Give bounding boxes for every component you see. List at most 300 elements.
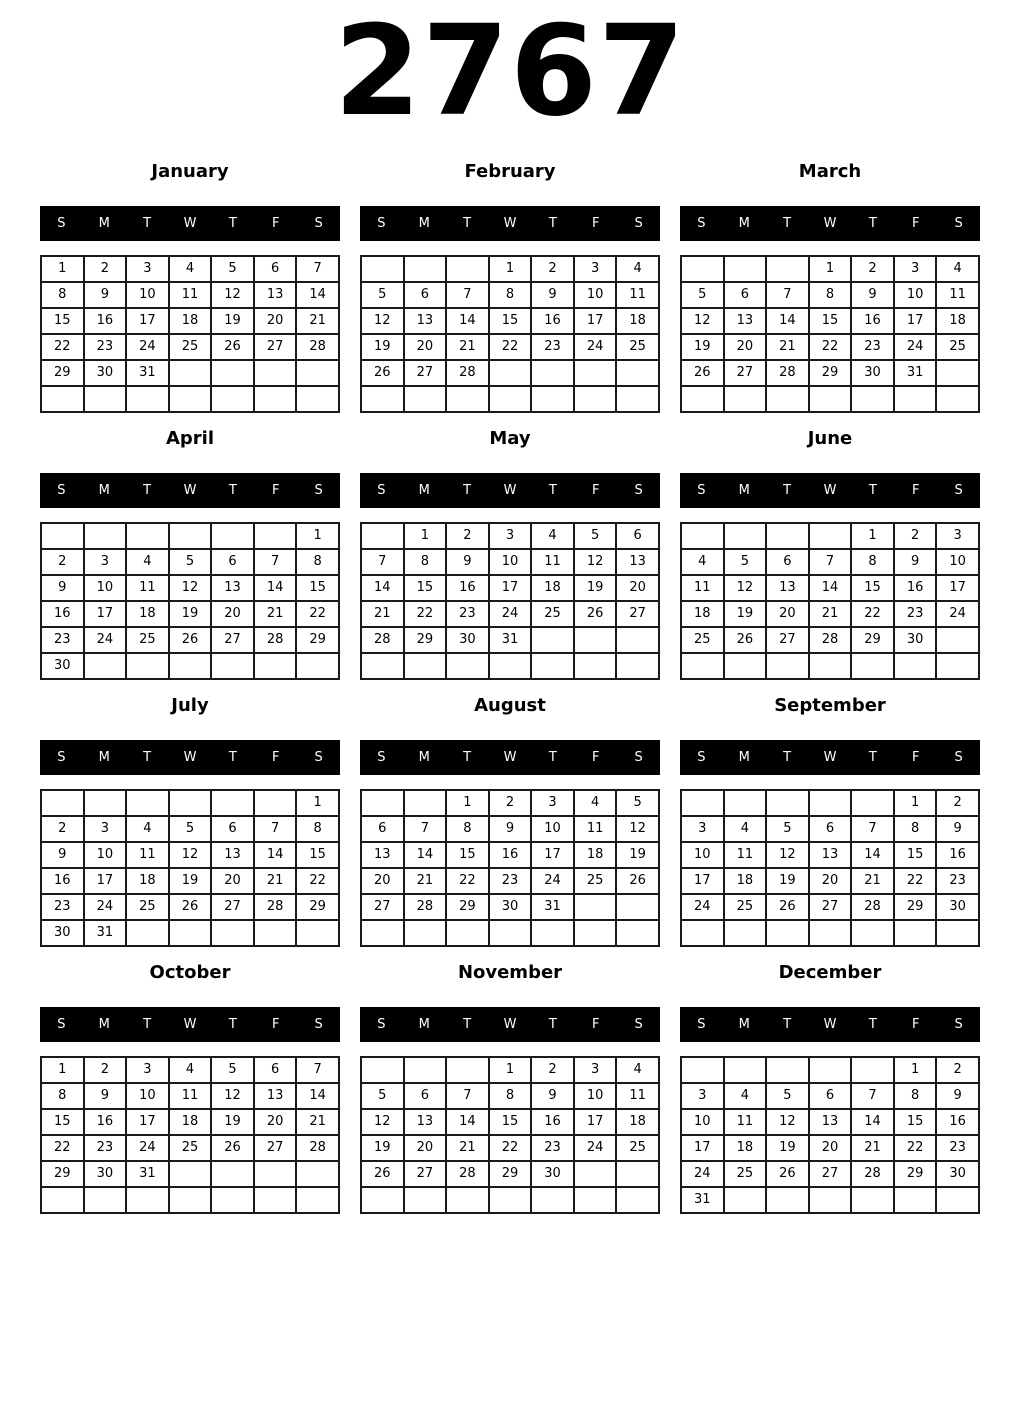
day-cell: 29 <box>851 627 894 653</box>
day-cell: 15 <box>851 575 894 601</box>
week-row <box>681 282 979 308</box>
week-row <box>681 790 979 816</box>
day-cell: 24 <box>84 894 127 920</box>
month-block <box>360 695 660 947</box>
day-cell: 25 <box>126 894 169 920</box>
day-cell: 26 <box>169 627 212 653</box>
empty-day-cell <box>809 653 852 679</box>
week-row <box>361 653 659 679</box>
day-cell: 8 <box>894 1083 937 1109</box>
weekday-label: W <box>503 215 517 231</box>
day-cell: 22 <box>851 601 894 627</box>
day-cell: 15 <box>41 308 84 334</box>
empty-day-cell <box>809 1057 852 1083</box>
weekday-header-bar <box>360 1007 660 1042</box>
day-cell: 23 <box>894 601 937 627</box>
day-cell: 14 <box>361 575 404 601</box>
week-row <box>361 308 659 334</box>
weekday-label: S <box>954 215 963 231</box>
day-cell: 13 <box>404 308 447 334</box>
day-cell: 26 <box>211 1135 254 1161</box>
empty-day-cell <box>41 790 84 816</box>
day-cell: 8 <box>296 816 339 842</box>
week-row <box>681 256 979 282</box>
day-cell: 1 <box>851 523 894 549</box>
week-row <box>41 1161 339 1187</box>
day-cell: 25 <box>681 627 724 653</box>
day-cell: 11 <box>169 1083 212 1109</box>
day-cell: 3 <box>126 256 169 282</box>
day-cell: 29 <box>446 894 489 920</box>
day-cell: 26 <box>724 627 767 653</box>
day-cell: 18 <box>616 308 659 334</box>
weekday-label: S <box>634 1016 643 1032</box>
week-row <box>681 1083 979 1109</box>
weekday-label: M <box>738 1016 750 1032</box>
weekday-header-bar <box>40 1007 340 1042</box>
weekday-label: W <box>183 215 197 231</box>
day-cell: 14 <box>296 282 339 308</box>
month-table <box>360 789 660 947</box>
weekday-label: F <box>271 1016 280 1032</box>
day-cell: 11 <box>126 575 169 601</box>
day-cell: 19 <box>681 334 724 360</box>
weekday-header-bar <box>40 473 340 508</box>
month-title: March <box>798 160 862 182</box>
weekday-label: W <box>503 482 517 498</box>
empty-day-cell <box>254 1161 297 1187</box>
day-cell: 7 <box>851 816 894 842</box>
day-cell: 10 <box>574 282 617 308</box>
day-cell: 12 <box>766 1109 809 1135</box>
empty-day-cell <box>361 386 404 412</box>
month-title: September <box>774 694 886 716</box>
day-cell: 21 <box>296 1109 339 1135</box>
day-cell: 31 <box>126 1161 169 1187</box>
day-cell: 3 <box>84 816 127 842</box>
week-row <box>361 1057 659 1083</box>
day-cell: 16 <box>41 868 84 894</box>
day-cell: 14 <box>446 1109 489 1135</box>
week-row <box>361 1083 659 1109</box>
day-cell: 16 <box>41 601 84 627</box>
week-row <box>361 842 659 868</box>
empty-day-cell <box>574 360 617 386</box>
weekday-label: S <box>377 749 386 765</box>
weekday-label: S <box>377 482 386 498</box>
week-row <box>41 549 339 575</box>
weekday-label: T <box>463 482 472 498</box>
day-cell: 29 <box>41 1161 84 1187</box>
empty-day-cell <box>296 1161 339 1187</box>
week-row <box>41 308 339 334</box>
weekday-label: M <box>418 1016 430 1032</box>
empty-day-cell <box>531 1187 574 1213</box>
weekday-label: T <box>228 1016 237 1032</box>
day-cell: 23 <box>936 868 979 894</box>
day-cell: 2 <box>41 549 84 575</box>
day-cell: 21 <box>296 308 339 334</box>
day-cell: 8 <box>489 282 532 308</box>
day-cell: 3 <box>574 256 617 282</box>
empty-day-cell <box>851 653 894 679</box>
week-row <box>681 1161 979 1187</box>
month-block <box>40 962 340 1214</box>
week-row <box>41 523 339 549</box>
day-cell: 9 <box>84 1083 127 1109</box>
empty-day-cell <box>211 386 254 412</box>
month-table <box>360 255 660 413</box>
day-cell: 10 <box>84 575 127 601</box>
day-cell: 1 <box>489 1057 532 1083</box>
month-table <box>680 1056 980 1214</box>
day-cell: 16 <box>446 575 489 601</box>
month-block <box>360 161 660 413</box>
day-cell: 10 <box>894 282 937 308</box>
weekday-label: F <box>591 749 600 765</box>
day-cell: 8 <box>489 1083 532 1109</box>
day-cell: 19 <box>169 601 212 627</box>
empty-day-cell <box>681 653 724 679</box>
day-cell: 17 <box>574 1109 617 1135</box>
day-cell: 13 <box>254 1083 297 1109</box>
day-cell: 2 <box>531 256 574 282</box>
day-cell: 17 <box>681 868 724 894</box>
weekday-label: T <box>548 215 557 231</box>
week-row <box>41 1135 339 1161</box>
day-cell: 8 <box>809 282 852 308</box>
day-cell: 2 <box>84 1057 127 1083</box>
weekday-label: S <box>377 1016 386 1032</box>
day-cell: 10 <box>531 816 574 842</box>
day-cell: 10 <box>681 1109 724 1135</box>
day-cell: 21 <box>809 601 852 627</box>
day-cell: 9 <box>489 816 532 842</box>
empty-day-cell <box>84 523 127 549</box>
day-cell: 17 <box>126 1109 169 1135</box>
day-cell: 29 <box>296 627 339 653</box>
empty-day-cell <box>724 386 767 412</box>
day-cell: 23 <box>489 868 532 894</box>
month-block <box>680 695 980 947</box>
day-cell: 15 <box>489 1109 532 1135</box>
empty-day-cell <box>169 386 212 412</box>
month-title: February <box>464 160 556 182</box>
week-row <box>681 308 979 334</box>
day-cell: 7 <box>851 1083 894 1109</box>
day-cell: 21 <box>404 868 447 894</box>
day-cell: 20 <box>254 308 297 334</box>
month-table <box>40 789 340 947</box>
day-cell: 20 <box>361 868 404 894</box>
day-cell: 13 <box>361 842 404 868</box>
day-cell: 5 <box>766 1083 809 1109</box>
month-block <box>360 428 660 680</box>
week-row <box>41 1057 339 1083</box>
empty-day-cell <box>404 1187 447 1213</box>
month-table <box>40 255 340 413</box>
day-cell: 31 <box>894 360 937 386</box>
weekday-label: F <box>271 482 280 498</box>
day-cell: 9 <box>446 549 489 575</box>
empty-day-cell <box>489 920 532 946</box>
weekday-label: T <box>548 482 557 498</box>
day-cell: 10 <box>681 842 724 868</box>
empty-day-cell <box>361 1187 404 1213</box>
day-cell: 11 <box>126 842 169 868</box>
day-cell: 20 <box>809 868 852 894</box>
day-cell: 21 <box>361 601 404 627</box>
empty-day-cell <box>169 790 212 816</box>
day-cell: 28 <box>446 1161 489 1187</box>
empty-day-cell <box>681 256 724 282</box>
week-row <box>41 868 339 894</box>
day-cell: 20 <box>724 334 767 360</box>
months-grid <box>0 161 1020 1214</box>
day-cell: 30 <box>489 894 532 920</box>
day-cell: 25 <box>724 894 767 920</box>
day-cell: 18 <box>169 308 212 334</box>
day-cell: 5 <box>169 816 212 842</box>
weekday-label: S <box>314 1016 323 1032</box>
week-row <box>681 386 979 412</box>
empty-day-cell <box>404 920 447 946</box>
week-row <box>681 816 979 842</box>
weekday-header-bar <box>680 1007 980 1042</box>
empty-day-cell <box>489 1187 532 1213</box>
day-cell: 2 <box>446 523 489 549</box>
day-cell: 24 <box>531 868 574 894</box>
week-row <box>361 816 659 842</box>
day-cell: 4 <box>574 790 617 816</box>
weekday-label: S <box>314 749 323 765</box>
day-cell: 18 <box>724 868 767 894</box>
empty-day-cell <box>809 386 852 412</box>
day-cell: 15 <box>446 842 489 868</box>
day-cell: 13 <box>766 575 809 601</box>
day-cell: 18 <box>126 601 169 627</box>
empty-day-cell <box>489 386 532 412</box>
week-row <box>41 816 339 842</box>
empty-day-cell <box>616 1161 659 1187</box>
day-cell: 4 <box>681 549 724 575</box>
day-cell: 29 <box>404 627 447 653</box>
week-row <box>681 1135 979 1161</box>
day-cell: 21 <box>254 601 297 627</box>
day-cell: 5 <box>211 1057 254 1083</box>
empty-day-cell <box>809 790 852 816</box>
day-cell: 28 <box>404 894 447 920</box>
day-cell: 30 <box>936 894 979 920</box>
day-cell: 15 <box>296 575 339 601</box>
weekday-label: T <box>868 1016 877 1032</box>
day-cell: 20 <box>766 601 809 627</box>
weekday-label: S <box>57 1016 66 1032</box>
weekday-header-bar <box>680 740 980 775</box>
weekday-label: W <box>503 749 517 765</box>
day-cell: 15 <box>894 842 937 868</box>
weekday-label: M <box>418 482 430 498</box>
day-cell: 19 <box>724 601 767 627</box>
weekday-label: M <box>738 749 750 765</box>
day-cell: 12 <box>681 308 724 334</box>
weekday-label: S <box>697 749 706 765</box>
day-cell: 7 <box>296 256 339 282</box>
empty-day-cell <box>574 627 617 653</box>
weekday-label: S <box>697 1016 706 1032</box>
empty-day-cell <box>851 920 894 946</box>
day-cell: 12 <box>361 308 404 334</box>
week-row <box>681 575 979 601</box>
weekday-label: T <box>143 482 152 498</box>
day-cell: 11 <box>936 282 979 308</box>
day-cell: 15 <box>894 1109 937 1135</box>
day-cell: 18 <box>616 1109 659 1135</box>
day-cell: 31 <box>126 360 169 386</box>
empty-day-cell <box>169 360 212 386</box>
empty-day-cell <box>936 360 979 386</box>
day-cell: 6 <box>254 256 297 282</box>
month-table <box>40 522 340 680</box>
weekday-label: S <box>314 482 323 498</box>
day-cell: 6 <box>211 549 254 575</box>
day-cell: 2 <box>936 1057 979 1083</box>
day-cell: 4 <box>724 816 767 842</box>
day-cell: 21 <box>446 334 489 360</box>
day-cell: 24 <box>681 894 724 920</box>
weekday-label: T <box>868 749 877 765</box>
day-cell: 23 <box>531 1135 574 1161</box>
day-cell: 22 <box>41 334 84 360</box>
day-cell: 18 <box>724 1135 767 1161</box>
day-cell: 26 <box>766 1161 809 1187</box>
day-cell: 19 <box>211 308 254 334</box>
weekday-label: T <box>783 1016 792 1032</box>
week-row <box>361 627 659 653</box>
empty-day-cell <box>809 1187 852 1213</box>
day-cell: 23 <box>851 334 894 360</box>
empty-day-cell <box>809 920 852 946</box>
day-cell: 19 <box>361 334 404 360</box>
weekday-label: F <box>271 215 280 231</box>
day-cell: 23 <box>84 1135 127 1161</box>
weekday-label: S <box>954 1016 963 1032</box>
day-cell: 11 <box>169 282 212 308</box>
day-cell: 10 <box>126 1083 169 1109</box>
day-cell: 22 <box>41 1135 84 1161</box>
weekday-header-bar <box>40 740 340 775</box>
day-cell: 6 <box>616 523 659 549</box>
empty-day-cell <box>169 653 212 679</box>
weekday-label: T <box>783 749 792 765</box>
month-table <box>40 1056 340 1214</box>
empty-day-cell <box>404 1057 447 1083</box>
week-row <box>681 1109 979 1135</box>
day-cell: 13 <box>404 1109 447 1135</box>
week-row <box>41 1083 339 1109</box>
day-cell: 5 <box>361 282 404 308</box>
day-cell: 22 <box>296 601 339 627</box>
day-cell: 1 <box>296 523 339 549</box>
empty-day-cell <box>84 790 127 816</box>
empty-day-cell <box>446 256 489 282</box>
day-cell: 5 <box>169 549 212 575</box>
empty-day-cell <box>724 653 767 679</box>
day-cell: 15 <box>296 842 339 868</box>
day-cell: 30 <box>894 627 937 653</box>
empty-day-cell <box>936 653 979 679</box>
weekday-label: S <box>697 215 706 231</box>
empty-day-cell <box>616 653 659 679</box>
empty-day-cell <box>616 1187 659 1213</box>
day-cell: 2 <box>41 816 84 842</box>
day-cell: 2 <box>936 790 979 816</box>
day-cell: 10 <box>126 282 169 308</box>
day-cell: 24 <box>84 627 127 653</box>
empty-day-cell <box>724 1057 767 1083</box>
day-cell: 11 <box>531 549 574 575</box>
weekday-label: S <box>954 482 963 498</box>
weekday-label: F <box>911 1016 920 1032</box>
day-cell: 31 <box>681 1187 724 1213</box>
day-cell: 6 <box>766 549 809 575</box>
empty-day-cell <box>766 920 809 946</box>
day-cell: 13 <box>724 308 767 334</box>
day-cell: 6 <box>809 1083 852 1109</box>
day-cell: 6 <box>809 816 852 842</box>
day-cell: 12 <box>616 816 659 842</box>
day-cell: 23 <box>446 601 489 627</box>
day-cell: 4 <box>936 256 979 282</box>
empty-day-cell <box>211 360 254 386</box>
weekday-label: T <box>228 215 237 231</box>
day-cell: 7 <box>361 549 404 575</box>
day-cell: 24 <box>126 334 169 360</box>
empty-day-cell <box>894 1187 937 1213</box>
week-row <box>681 549 979 575</box>
weekday-label: M <box>98 1016 110 1032</box>
day-cell: 3 <box>894 256 937 282</box>
weekday-label: S <box>634 215 643 231</box>
empty-day-cell <box>254 386 297 412</box>
day-cell: 12 <box>211 282 254 308</box>
day-cell: 24 <box>126 1135 169 1161</box>
empty-day-cell <box>851 790 894 816</box>
month-table <box>360 1056 660 1214</box>
day-cell: 23 <box>936 1135 979 1161</box>
day-cell: 2 <box>851 256 894 282</box>
day-cell: 22 <box>446 868 489 894</box>
weekday-header-bar <box>360 206 660 241</box>
day-cell: 5 <box>724 549 767 575</box>
day-cell: 8 <box>851 549 894 575</box>
day-cell: 26 <box>361 1161 404 1187</box>
weekday-label: T <box>463 1016 472 1032</box>
day-cell: 25 <box>574 868 617 894</box>
empty-day-cell <box>936 386 979 412</box>
empty-day-cell <box>404 790 447 816</box>
empty-day-cell <box>211 790 254 816</box>
weekday-label: T <box>463 215 472 231</box>
day-cell: 25 <box>126 627 169 653</box>
empty-day-cell <box>446 920 489 946</box>
empty-day-cell <box>936 920 979 946</box>
day-cell: 17 <box>936 575 979 601</box>
empty-day-cell <box>84 653 127 679</box>
day-cell: 19 <box>169 868 212 894</box>
day-cell: 16 <box>936 1109 979 1135</box>
day-cell: 14 <box>851 842 894 868</box>
